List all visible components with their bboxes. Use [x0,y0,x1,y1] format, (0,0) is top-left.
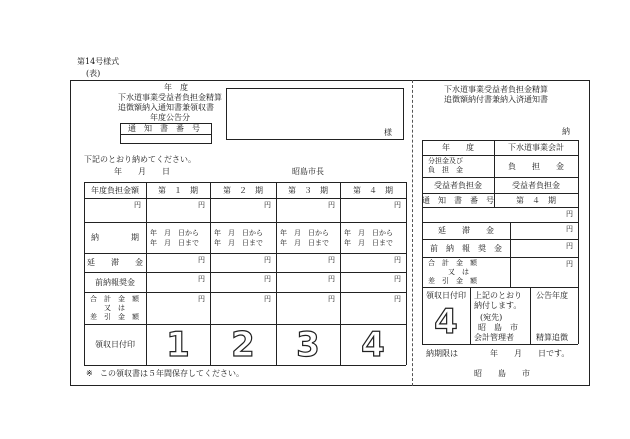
beneficiary-label: 受益者負担金 [434,180,482,190]
left-notice-number-field[interactable] [120,134,212,144]
yen-unit: 円 [328,201,335,209]
to-label: 年 月 日まで [344,239,393,247]
col-header: 年度負担金額 [91,185,139,195]
right-city: 昭 島 市 [478,323,518,332]
yen-unit: 円 [198,275,205,283]
right-receipt-stamp-label: 領収日付印 [426,291,466,300]
from-label: 年 月 日から [280,229,329,237]
address-box[interactable] [226,88,404,140]
perforation-line [412,80,413,386]
yen-unit: 円 [394,201,401,209]
beneficiary-value: 受益者負担金 [512,180,560,190]
fiscal-year-portion: 年度公告分 [150,113,190,122]
left-title-line2: 追徴額納入通知書兼領収書 [118,103,214,112]
sama: 様 [384,128,392,137]
yen-unit: 円 [264,275,271,283]
payee: 納 [562,127,570,136]
yen-unit: 円 [264,201,271,209]
entai-label: 延 滞 金 [87,258,143,267]
right-notice-number-label: 通 知 書 番 号 [422,195,494,205]
received-line2: 納付します。 [474,301,522,310]
retention-note: この領収書は５年間保存してください。 [100,369,244,378]
category-line1: 分担金及び [428,157,463,165]
total-line3: 差 引 金 額 [90,313,139,321]
received-line1: 上記のとおり [474,291,522,300]
yen-unit: 円 [198,256,205,264]
yen-unit: 円 [264,256,271,264]
category-value: 負 担 金 [508,161,564,171]
right-title-line2: 追徴額納付書兼納入済通知書 [444,95,548,104]
right-total-line3: 差 引 金 額 [428,277,477,285]
yen-unit: 円 [394,256,401,264]
from-label: 年 月 日から [150,229,199,237]
form-number: 第14号様式 [77,57,120,66]
left-title-line1: 下水道事業受益者負担金精算 [118,93,222,102]
instruction: 下記のとおり納めてください。 [84,155,196,164]
period-1-header: 第 １ 期 [158,185,198,195]
left-notice-number-label: 通 知 書 番 号 [128,124,200,133]
issue-date: 年 月 日 [114,167,170,176]
yen-unit: 円 [134,201,141,209]
period-3-header: 第 ３ 期 [288,185,328,195]
right-stamp-digit: 4 [434,302,458,342]
from-label: 年 月 日から [344,229,393,237]
to-label: 年 月 日まで [214,239,263,247]
right-zennou-label: 前 納 報 奨 金 [430,243,502,253]
stamp-digit-3: 3 [296,324,320,365]
yen-unit: 円 [566,242,573,250]
stamp-digit-1: 1 [166,324,190,365]
period-2-header: 第 ２ 期 [223,185,263,195]
left-year-label: 年 度 [164,83,188,92]
yen-unit: 円 [394,295,401,303]
yen-unit: 円 [264,295,271,303]
receipt-stamp-label: 領収日付印 [95,340,135,349]
yen-unit: 円 [394,275,401,283]
period-4-header: 第 ４ 期 [353,185,393,195]
right-title-line1: 下水道事業受益者負担金精算 [444,85,548,94]
period-value: 第 ４ 期 [516,195,556,205]
to-label: 年 月 日まで [280,239,329,247]
deadline-label: 納期限は [426,349,458,358]
category-line2: 負 担 金 [428,166,463,174]
mayor: 昭島市長 [292,167,324,176]
right-year-label: 年 度 [442,143,474,152]
treasurer: 会計管理者 [474,333,514,342]
stamp-digit-2: 2 [231,324,255,365]
yen-unit: 円 [198,295,205,303]
settlement: 精算追徴 [536,333,568,342]
total-line2: 又 は [104,304,125,312]
yen-unit: 円 [566,260,573,268]
right-entai-label: 延 滞 金 [438,226,494,235]
note-mark: ※ [86,369,93,378]
yen-unit: 円 [328,256,335,264]
addressee: (宛先) [480,313,503,322]
city-footer: 昭 島 市 [474,369,530,378]
yen-unit: 円 [566,210,573,218]
stamp-digit-4: 4 [361,324,385,365]
zennou-label: 前納報奨金 [95,277,135,287]
yen-unit: 円 [328,295,335,303]
side-label: (表) [86,69,101,78]
total-line1: 合 計 金 額 [90,295,139,303]
account: 下水道事業会計 [508,143,564,152]
from-label: 年 月 日から [214,229,263,237]
to-label: 年 月 日まで [150,239,199,247]
nouki-label: 納 期 [91,233,139,242]
right-total-line1: 合 計 金 額 [428,259,477,267]
deadline-tail: 年 月 日です。 [490,349,570,358]
yen-unit: 円 [198,201,205,209]
right-total-line2: 又 は [448,268,469,276]
yen-unit: 円 [328,275,335,283]
yen-unit: 円 [566,225,573,233]
notice-year: 公告年度 [536,291,568,300]
